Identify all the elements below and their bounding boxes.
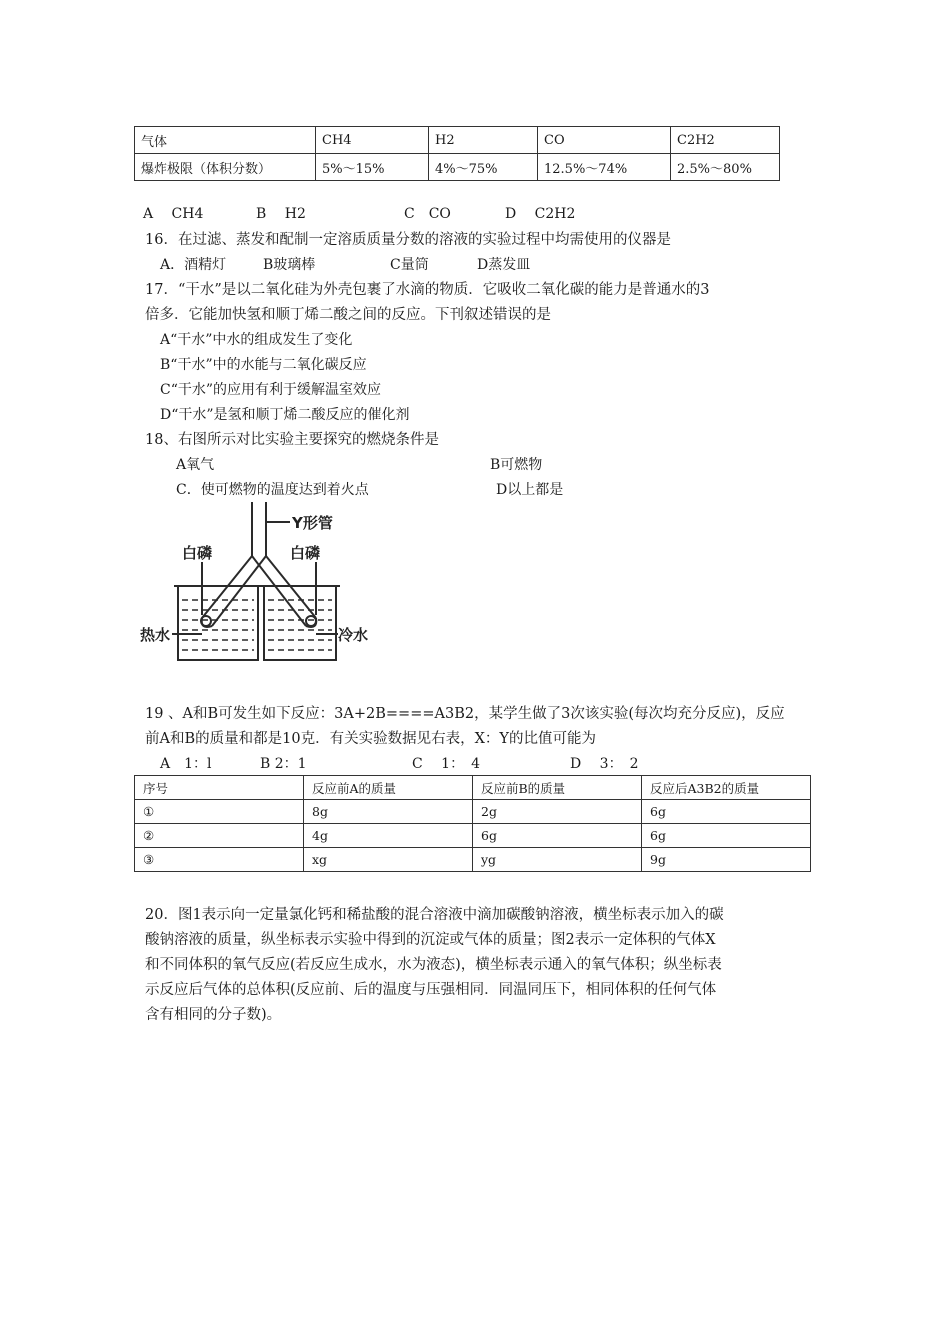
table-row	[135, 154, 780, 181]
q20-line2: 酸钠溶液的质量，纵坐标表示实验中得到的沉淀或气体的质量；图2表示一定体积的气体X	[145, 932, 716, 948]
q16-stem: 16．在过滤、蒸发和配制一定溶质质量分数的溶液的实验过程中均需使用的仪器是	[145, 232, 671, 248]
q18-option-c: C．使可燃物的温度达到着火点	[176, 482, 369, 498]
gas-table	[134, 126, 780, 181]
table-cell: 2.5%～80%	[671, 154, 780, 181]
q16-option-d: D蒸发皿	[477, 257, 531, 273]
q19-option-a: A 1：l	[160, 756, 212, 772]
table-cell: C2H2	[671, 127, 780, 154]
q18-stem: 18、右图所示对比实验主要探究的燃烧条件是	[145, 432, 439, 448]
q15-option-c: C CO	[404, 206, 451, 222]
q19-option-d: D 3： 2	[570, 756, 639, 772]
q19-stem-line2: 前A和B的质量和都是10克．有关实验数据见右表，X：Y的比值可能为	[145, 731, 596, 747]
table-cell: yg	[473, 848, 642, 872]
q19-option-c: C 1： 4	[412, 756, 480, 772]
table-row	[135, 800, 811, 824]
table-cell: 序号	[135, 776, 304, 800]
table-cell: CH4	[316, 127, 429, 154]
q17-stem-line2: 倍多．它能加快氢和顺丁烯二酸之间的反应。下刊叙述错误的是	[145, 307, 551, 323]
table-cell: 8g	[304, 800, 473, 824]
q15-option-d: D C2H2	[505, 206, 576, 222]
table-row	[135, 127, 780, 154]
table-row	[135, 776, 811, 800]
reaction-data-table	[134, 775, 811, 872]
q20-line3: 和不同体积的氧气反应(若反应生成水，水为液态)，横坐标表示通入的氧气体积；纵坐标表	[145, 957, 722, 973]
table-cell: ③	[135, 848, 304, 872]
table-cell: 反应后A3B2的质量	[642, 776, 811, 800]
white-phosphorus-left-label: 白磷	[182, 544, 213, 562]
q16-option-a: A．酒精灯	[160, 257, 227, 273]
q17-stem-line1: 17．“干水”是以二氧化硅为外壳包裹了水滴的物质．它吸收二氧化碳的能力是普通水的3	[145, 282, 710, 298]
table-row	[135, 824, 811, 848]
q20-line5: 含有相同的分子数)。	[145, 1007, 282, 1023]
q19-option-b: B 2：1	[260, 756, 307, 772]
q18-option-d: D以上都是	[496, 482, 564, 498]
table-cell: H2	[429, 127, 538, 154]
table-cell: xg	[304, 848, 473, 872]
table-cell: 6g	[642, 824, 811, 848]
table-cell: 反应前A的质量	[304, 776, 473, 800]
q15-option-b: B H2	[256, 206, 306, 222]
q15-option-a: A CH4	[143, 206, 204, 222]
q17-option-b: B“干水”中的水能与二氧化碳反应	[160, 357, 367, 373]
table-cell: 2g	[473, 800, 642, 824]
table-cell: ②	[135, 824, 304, 848]
y-tube-experiment-figure	[140, 500, 380, 668]
q18-option-b: B可燃物	[490, 457, 543, 473]
table-cell: 4g	[304, 824, 473, 848]
table-cell: 气体	[135, 127, 316, 154]
q17-option-d: D“干水”是氢和顺丁烯二酸反应的催化剂	[160, 407, 410, 423]
hot-water-label: 热水	[140, 626, 171, 644]
cold-water-label: 冷水	[338, 626, 369, 644]
table-cell: 反应前B的质量	[473, 776, 642, 800]
q19-stem-line1: 19 、A和B可发生如下反应：3A+2B====A3B2，某学生做了3次该实验(每次均充分反应)，反应	[145, 706, 785, 722]
table-cell: ①	[135, 800, 304, 824]
table-cell: 9g	[642, 848, 811, 872]
white-phosphorus-right-label: 白磷	[290, 544, 321, 562]
table-cell: 5%～15%	[316, 154, 429, 181]
table-cell: 4%～75%	[429, 154, 538, 181]
q20-line4: 示反应后气体的总体积(反应前、后的温度与压强相同．同温同压下，相同体积的任何气体	[145, 982, 717, 998]
table-row	[135, 848, 811, 872]
q17-option-a: A“干水”中水的组成发生了变化	[160, 332, 353, 348]
q16-option-c: C量筒	[390, 257, 429, 273]
table-cell: 爆炸极限（体积分数）	[135, 154, 316, 181]
table-cell: 6g	[473, 824, 642, 848]
table-cell: 6g	[642, 800, 811, 824]
y-tube-label: Y形管	[292, 514, 333, 532]
table-cell: 12.5%～74%	[538, 154, 671, 181]
table-cell: CO	[538, 127, 671, 154]
q20-line1: 20．图1表示向一定量氯化钙和稀盐酸的混合溶液中滴加碳酸钠溶液，横坐标表示加入的碳	[145, 907, 724, 923]
q16-option-b: B玻璃棒	[263, 257, 316, 273]
q18-option-a: A氧气	[176, 457, 215, 473]
q17-option-c: C“干水”的应用有利于缓解温室效应	[160, 382, 382, 398]
